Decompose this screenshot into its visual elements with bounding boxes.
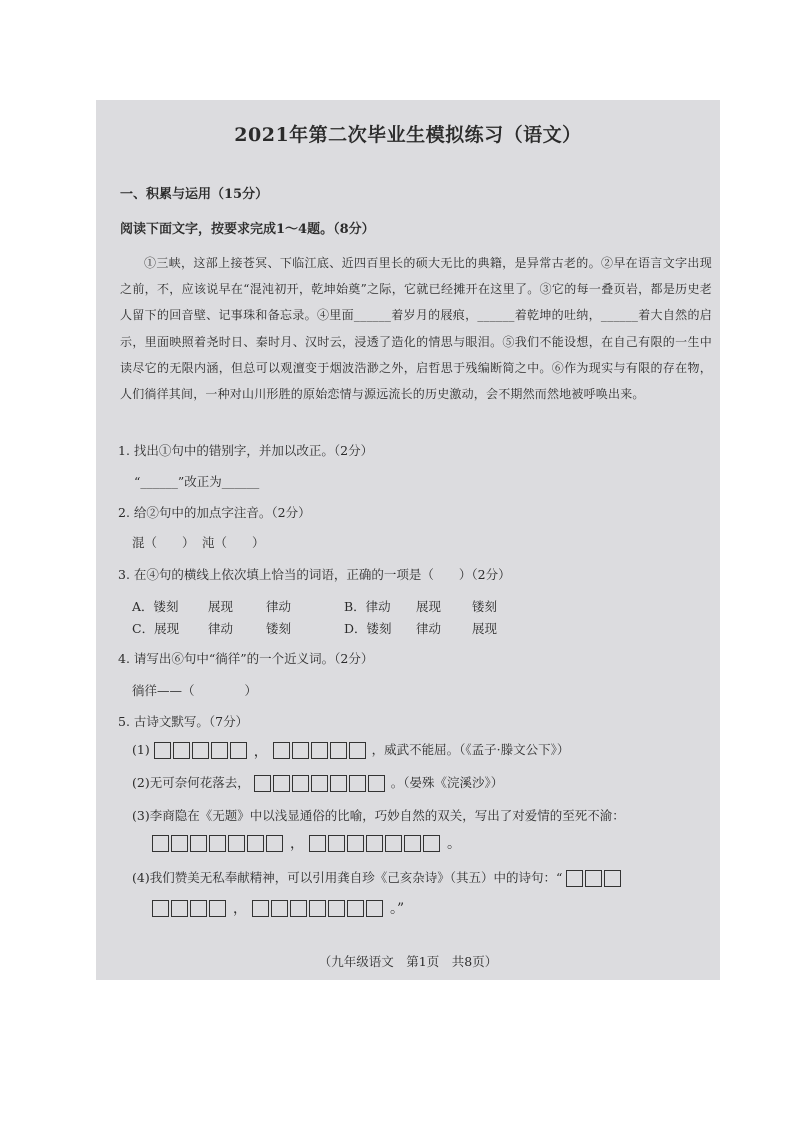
question-4-answer[interactable]: 徜徉——（ ）: [132, 683, 258, 698]
q5-4-end: 。”: [389, 901, 405, 917]
option-b-2: 展现: [416, 599, 442, 614]
page-footer: （九年级语文 第1页 共8页）: [318, 954, 498, 969]
question-1: 1. 找出①句中的错别字，并加以改正。（2分）: [118, 443, 374, 458]
question-1-answer-line[interactable]: “______”改正为______: [134, 474, 260, 489]
option-c-3: 镂刻: [266, 621, 292, 636]
q5-3-comma: ，: [289, 836, 304, 852]
exam-sheet: [96, 100, 720, 980]
q5-1-suffix: ，威武不能屈。（《孟子·滕文公下》）: [371, 742, 570, 757]
question-5-4: [132, 868, 623, 887]
option-a-3: 律动: [266, 599, 292, 614]
q5-2-boxes[interactable]: [254, 775, 387, 792]
section-heading: 一、积累与运用（15分）: [120, 187, 269, 202]
question-3: 3. 在④句的横线上依次填上恰当的词语，正确的一项是（ ）（2分）: [118, 567, 511, 582]
reading-instruction: 阅读下面文字，按要求完成1～4题。（8分）: [120, 222, 375, 237]
q5-2-suffix: 。（晏殊《浣溪沙》）: [390, 775, 504, 790]
question-2: 2. 给②句中的加点字注音。（2分）: [118, 505, 311, 520]
q5-3-boxes-a[interactable]: [152, 835, 285, 852]
q5-2-prefix: (2)无可奈何花落去，: [132, 775, 250, 790]
option-d-1[interactable]: D．镂刻: [344, 621, 392, 636]
question-5-3-text: (3)李商隐在《无题》中以浅显通俗的比喻，巧妙自然的双关，写出了对爱情的至死不渝：: [132, 808, 625, 823]
question-2-blank-a[interactable]: 混（ ）: [132, 535, 195, 550]
q5-1-prefix: (1): [132, 742, 150, 757]
question-5: 5. 古诗文默写。（7分）: [118, 714, 249, 729]
option-b-3: 镂刻: [472, 599, 498, 614]
q5-1-boxes-a[interactable]: [154, 742, 249, 759]
option-c-2: 律动: [208, 621, 234, 636]
q5-1-comma: ，: [253, 743, 268, 760]
option-b-1[interactable]: B．律动: [344, 599, 391, 614]
question-4: 4. 请写出⑥句中“徜徉”的一个近义词。（2分）: [118, 651, 374, 666]
q5-4-comma: ，: [232, 901, 247, 917]
q5-3-period: 。: [446, 836, 461, 852]
option-c-1[interactable]: C．展现: [132, 621, 180, 636]
q5-4-boxes-a[interactable]: [566, 870, 623, 887]
q5-3-boxes-b[interactable]: [309, 835, 442, 852]
option-a-2: 展现: [208, 599, 234, 614]
question-5-1: [132, 740, 569, 761]
option-d-3: 展现: [472, 621, 498, 636]
option-d-2: 律动: [416, 621, 442, 636]
q5-4-text: (4)我们赞美无私奉献精神，可以引用龚自珍《己亥杂诗》（其五）中的诗句：“: [132, 870, 563, 885]
question-2-blank-b[interactable]: 沌（ ）: [202, 535, 265, 550]
reading-passage: [120, 250, 712, 407]
page-title: 2021年第二次毕业生模拟练习（语文）: [234, 124, 582, 146]
question-5-2: [132, 773, 503, 792]
q5-4-boxes-c[interactable]: [252, 900, 385, 917]
question-5-3-answer: [152, 833, 462, 853]
q5-1-boxes-b[interactable]: [273, 742, 368, 759]
option-a-1[interactable]: A．镂刻: [132, 599, 179, 614]
question-3-options: [132, 597, 692, 637]
q5-4-boxes-b[interactable]: [152, 900, 228, 917]
passage-text: ①三峡，这部上接苍冥、下临江底、近四百里长的硕大无比的典籍，是异常古老的。②早在语言文字出现之前，不，应该说早在“混沌初开，乾坤始奠”之际，它就已经摊开在这里了。③它的每一叠页岩，都是历史老人留下的回音壁、记事珠和备忘录。④里面______着岁月的屐痕，______着乾坤的吐纳，______着大自然的启示，里面映照着尧时日、秦时月、汉时云，浸透了造化的情思与眼泪。⑤我们不能设想，在自己有限的一生中读尽它的无限内涵，但总可以观澶变于烟波浩渺之外，启哲思于残编断简之中。⑥作为现实与有限的存在物，人们徜徉其间，一种对山川形胜的原始恋情与源远流长的历史激动，会不期然而然地被呼唤出来。: [120, 256, 712, 402]
question-5-4-answer: [152, 898, 405, 918]
